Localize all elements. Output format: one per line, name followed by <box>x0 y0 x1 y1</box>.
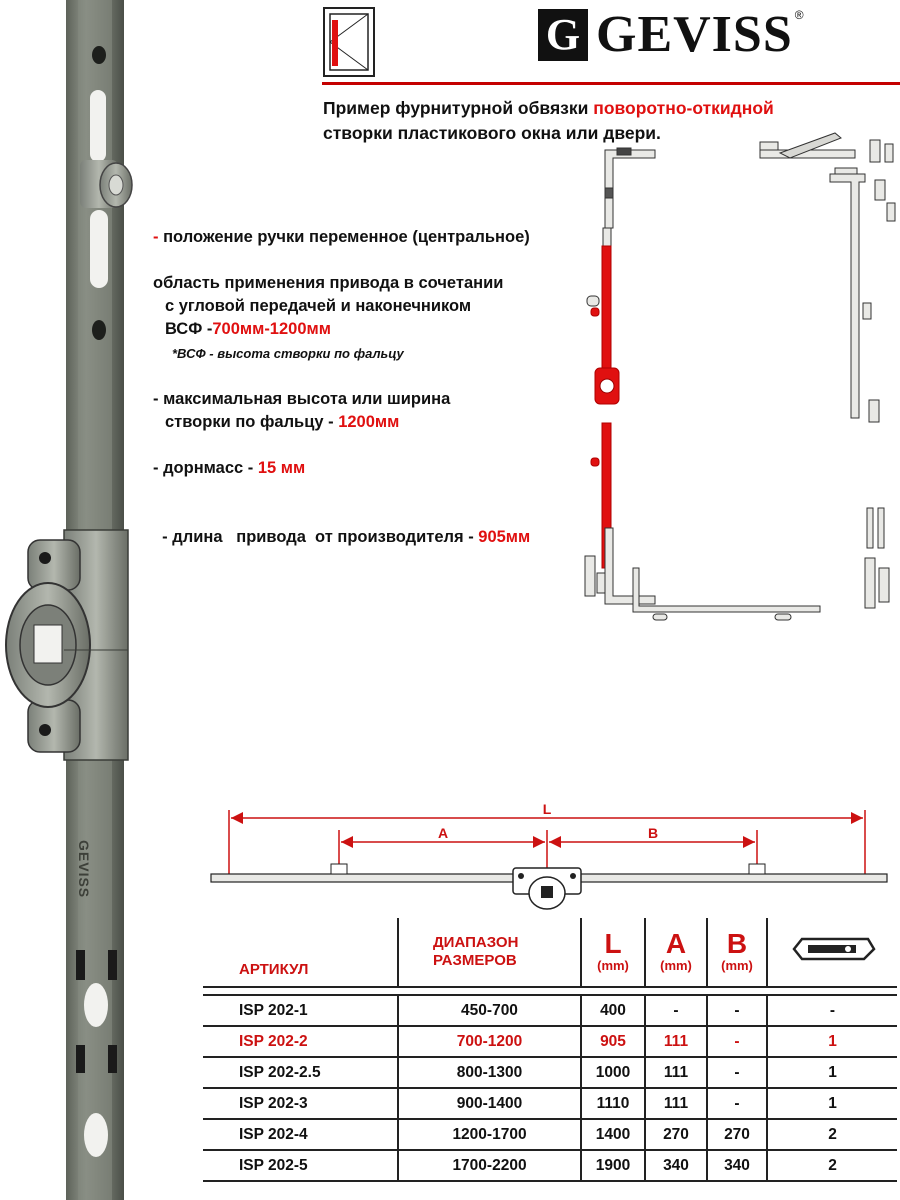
cell-range: 900-1400 <box>398 1088 581 1119</box>
intro-highlight: поворотно-откидной <box>593 98 774 118</box>
spec-backset-prefix: - дорнмасс - <box>153 459 258 477</box>
cell-range: 800-1300 <box>398 1057 581 1088</box>
header-b-unit: (mm) <box>721 958 753 973</box>
sizes-table <box>203 918 897 1182</box>
table-row <box>203 1088 897 1119</box>
cell-count: 1 <box>767 1026 897 1057</box>
cell-article: ISP 202-2.5 <box>203 1057 398 1088</box>
spec-backset <box>153 457 305 480</box>
cell-article: ISP 202-4 <box>203 1119 398 1150</box>
header-range-line1: ДИАПАЗОН <box>433 934 519 951</box>
spec-application-line2: с угловой передачей и наконечником <box>165 297 472 315</box>
cell-a: 111 <box>645 1057 707 1088</box>
lock-striker-icon <box>790 935 876 965</box>
header-a-letter: A <box>665 928 687 959</box>
dim-label-l: L <box>542 801 552 817</box>
cell-l: 1400 <box>581 1119 645 1150</box>
spec-application-line1: область применения привода в сочетании <box>153 274 504 292</box>
cell-count: 2 <box>767 1119 897 1150</box>
spec-maxsize-value: 1200мм <box>338 413 400 431</box>
cell-b: - <box>707 995 767 1026</box>
geviss-logo <box>538 4 804 66</box>
cell-b: - <box>707 1026 767 1057</box>
cell-range: 1200-1700 <box>398 1119 581 1150</box>
cell-article: ISP 202-5 <box>203 1150 398 1181</box>
cell-l: 400 <box>581 995 645 1026</box>
cell-b: 270 <box>707 1119 767 1150</box>
dim-label-b: B <box>647 825 659 841</box>
cell-l: 905 <box>581 1026 645 1057</box>
header-divider <box>322 82 900 85</box>
spec-length-prefix: - длина привода от производителя - <box>162 528 479 546</box>
table-spacer <box>203 987 897 995</box>
cell-a: 111 <box>645 1088 707 1119</box>
table-row <box>203 1026 897 1057</box>
cell-b: - <box>707 1057 767 1088</box>
intro-line1: Пример фурнитурной обвязки <box>323 98 594 118</box>
cell-a: 340 <box>645 1150 707 1181</box>
cell-count: - <box>767 995 897 1026</box>
registered-mark: ® <box>794 8 804 22</box>
cell-article: ISP 202-2 <box>203 1026 398 1057</box>
spec-application-line3 <box>165 318 331 341</box>
drive-dimension-diagram <box>205 800 900 915</box>
cell-count: 1 <box>767 1088 897 1119</box>
spec-application-note: *ВСФ - высота створки по фальцу <box>172 346 404 361</box>
cell-a: - <box>645 995 707 1026</box>
cell-l: 1000 <box>581 1057 645 1088</box>
spec-length-value: 905мм <box>478 528 531 546</box>
logo-mark: G <box>538 9 588 61</box>
table-row <box>203 995 897 1026</box>
cell-range: 700-1200 <box>398 1026 581 1057</box>
spec-application-value: 700мм-1200мм <box>212 320 331 338</box>
cell-article: ISP 202-1 <box>203 995 398 1026</box>
cell-l: 1900 <box>581 1150 645 1181</box>
header-article: АРТИКУЛ <box>203 918 398 987</box>
header-a-unit: (mm) <box>660 958 692 973</box>
table-row <box>203 1119 897 1150</box>
spec-maxsize-line1: - максимальная высота или ширина <box>153 390 451 408</box>
table-row <box>203 1150 897 1181</box>
header-a <box>645 918 707 987</box>
header-range-line2: РАЗМЕРОВ <box>433 952 517 969</box>
spec-maxsize-prefix: створки по фальцу - <box>165 413 339 431</box>
spec-maxsize-line2 <box>165 411 399 434</box>
cell-range: 1700-2200 <box>398 1150 581 1181</box>
cell-l: 1110 <box>581 1088 645 1119</box>
cell-b: 340 <box>707 1150 767 1181</box>
cell-a: 270 <box>645 1119 707 1150</box>
cell-article: ISP 202-3 <box>203 1088 398 1119</box>
cell-count: 2 <box>767 1150 897 1181</box>
window-tilt-turn-icon <box>322 6 376 78</box>
spec-application-prefix: ВСФ - <box>165 320 213 338</box>
header-b <box>707 918 767 987</box>
header-b-letter: B <box>726 928 748 959</box>
header-l-unit: (mm) <box>597 958 629 973</box>
spec-handle <box>153 226 530 249</box>
header-range <box>398 918 581 987</box>
table-row <box>203 1057 897 1088</box>
spec-length <box>153 503 530 549</box>
logo-wordmark: GEVISS <box>596 6 793 63</box>
table-header-row <box>203 918 897 987</box>
cell-count: 1 <box>767 1057 897 1088</box>
cell-range: 450-700 <box>398 995 581 1026</box>
header-lock-icon-cell <box>767 918 897 987</box>
cell-b: - <box>707 1088 767 1119</box>
spec-handle-dash: - <box>153 228 164 246</box>
spec-handle-text: положение ручки переменное (центральное) <box>163 228 530 246</box>
spec-backset-value: 15 мм <box>257 459 306 477</box>
intro-line2: створки пластикового окна или двери. <box>323 123 661 143</box>
espagnolette-bar-photo <box>0 0 150 1200</box>
dim-label-a: A <box>437 825 449 841</box>
sash-hardware-diagram <box>575 128 900 628</box>
header-l <box>581 918 645 987</box>
header-l-letter: L <box>604 928 622 959</box>
bar-stamp-text: GEVISS <box>76 840 92 899</box>
cell-a: 111 <box>645 1026 707 1057</box>
